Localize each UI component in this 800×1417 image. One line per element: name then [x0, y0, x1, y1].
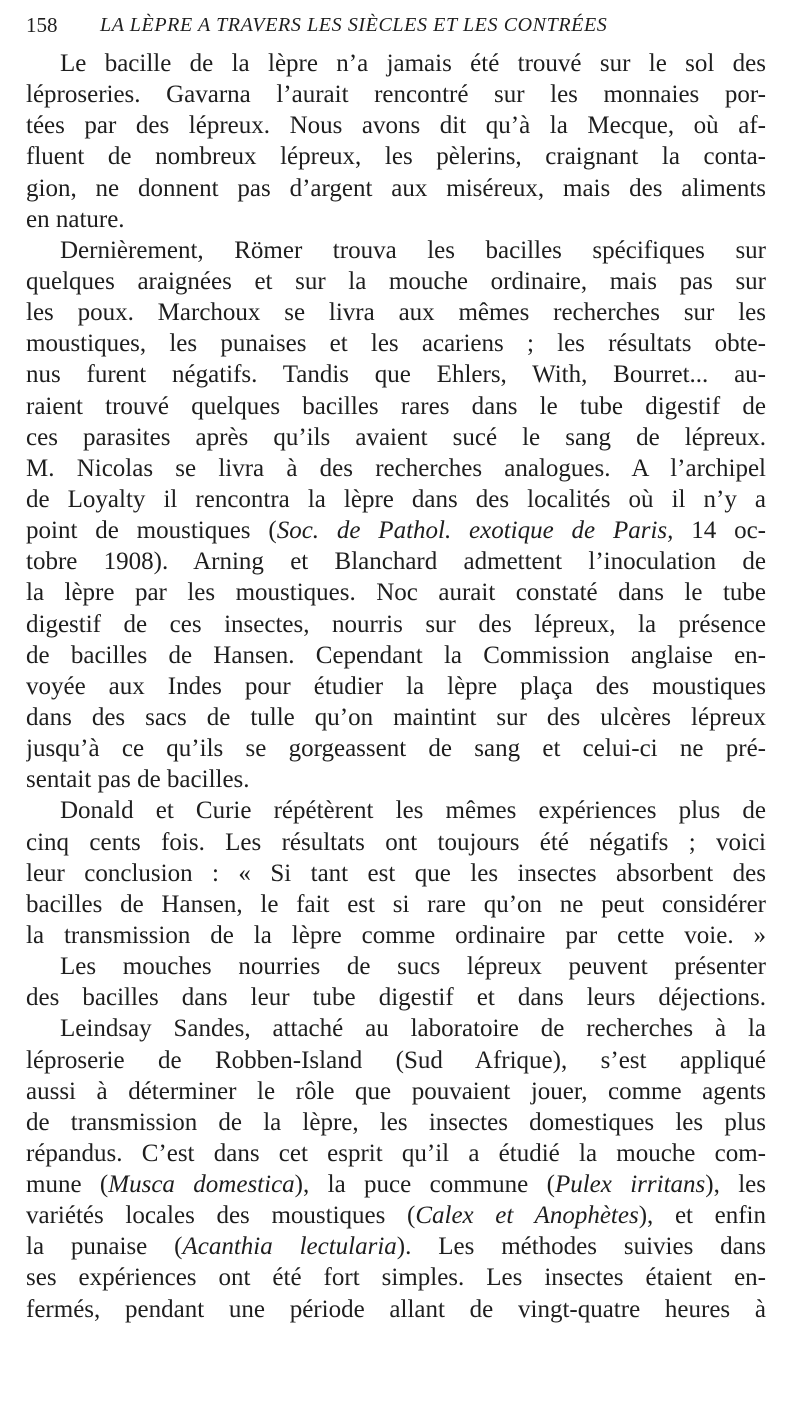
text-run: tobre 1908). Arning et Blanchard admettent l’inoculation de — [26, 548, 766, 576]
text-run: Le bacille de la lèpre n’a jamais été trouvé sur le sol des — [60, 50, 766, 77]
text-run: fluent de nombreux lépreux, les pèlerins, craignant la conta- — [26, 143, 766, 171]
text-line — [26, 204, 766, 235]
text-line — [26, 577, 766, 608]
text-run: léproseries. Gavarna l’aurait rencontré sur les monnaies por- — [26, 81, 766, 109]
text-run: voyée aux Indes pour étudier la lèpre plaça des moustiques — [26, 672, 766, 700]
text-line — [26, 1262, 766, 1293]
text-run: 14 oc- — [673, 517, 766, 545]
running-title: LA LÈPRE A TRAVERS LES SIÈCLES ET LES CONTRÉES — [100, 14, 608, 36]
text-line — [26, 235, 766, 266]
italic-text: Musca domestica — [108, 1171, 295, 1199]
text-run: mune ( — [26, 1171, 109, 1199]
text-run: tées par des lépreux. Nous avons dit qu’à la Mecque, où af- — [26, 112, 766, 140]
page-number: 158 — [26, 13, 58, 37]
text-line — [26, 982, 766, 1013]
text-run: nus furent négatifs. Tandis que Ehlers, With, Bourret... au- — [26, 361, 766, 389]
text-line — [26, 391, 766, 422]
text-line — [26, 297, 766, 328]
text-line — [26, 546, 766, 577]
text-line — [26, 1200, 766, 1231]
text-line — [26, 1076, 766, 1107]
text-line — [26, 640, 766, 671]
text-run: M. Nicolas se livra à des recherches analogues. A l’archipel — [26, 454, 766, 482]
text-run: la lèpre par les moustiques. Noc aurait constaté dans le tube — [26, 579, 766, 607]
text-line — [26, 453, 766, 484]
text-run: ), la puce commune ( — [294, 1171, 555, 1199]
text-line — [26, 858, 766, 889]
text-run: léproserie de Robben-Island (Sud Afrique), s’est appliqué — [26, 1046, 766, 1074]
text-line — [26, 795, 766, 826]
text-line — [26, 609, 766, 640]
text-line — [26, 1231, 766, 1262]
text-run: ), les — [705, 1171, 766, 1199]
text-run: Dernièrement, Römer trouva les bacilles spécifiques sur — [60, 236, 766, 264]
italic-text: Pulex irritans — [554, 1171, 706, 1199]
text-run: ). Les méthodes suivies dans — [396, 1233, 766, 1261]
text-run: de bacilles de Hansen. Cependant la Commission anglaise en- — [26, 641, 766, 669]
text-line — [26, 110, 766, 141]
text-line — [26, 764, 766, 795]
text-line — [26, 920, 766, 951]
text-line — [26, 827, 766, 858]
text-run: de transmission de la lèpre, les insectes domestiques les plus — [26, 1108, 766, 1136]
text-line — [26, 733, 766, 764]
text-run: aussi à déterminer le rôle que pouvaient jouer, comme agents — [26, 1077, 766, 1105]
text-line — [26, 141, 766, 172]
text-line — [26, 359, 766, 390]
text-run: dans des sacs de tulle qu’on maintint sur des ulcères lépreux — [26, 703, 766, 731]
text-run: en nature. — [26, 205, 125, 233]
text-line — [26, 671, 766, 702]
text-run: point de moustiques ( — [26, 517, 277, 545]
text-line — [26, 484, 766, 515]
text-run: quelques araignées et sur la mouche ordinaire, mais pas sur — [26, 267, 766, 295]
text-run: raient trouvé quelques bacilles rares dans le tube digestif de — [26, 392, 766, 420]
text-line — [26, 173, 766, 204]
text-run: répandus. C’est dans cet esprit qu’il a étudié la mouche com- — [26, 1139, 766, 1167]
italic-text: Soc. de Pathol. exotique de Paris, — [276, 517, 674, 545]
body-text — [26, 48, 766, 1325]
text-run: fermés, pendant une période allant de vingt-quatre heures à — [26, 1295, 766, 1323]
text-run: leur conclusion : « Si tant est que les insectes absorbent des — [26, 859, 766, 887]
text-line — [26, 1138, 766, 1169]
text-run: digestif de ces insectes, nourris sur des lépreux, la présence — [26, 610, 766, 638]
text-run: sentait pas de bacilles. — [26, 766, 250, 794]
text-line — [26, 515, 766, 546]
text-run: cinq cents fois. Les résultats ont toujours été négatifs ; voici — [26, 828, 766, 856]
text-line — [26, 1107, 766, 1138]
text-line — [26, 889, 766, 920]
text-run: ses expériences ont été fort simples. Les insectes étaient en- — [26, 1264, 766, 1292]
text-run: les poux. Marchoux se livra aux mêmes recherches sur les — [26, 299, 766, 327]
text-line — [26, 48, 766, 79]
text-line — [26, 1294, 766, 1325]
text-run: variétés locales des moustiques ( — [26, 1202, 416, 1230]
text-run: moustiques, les punaises et les acariens ; les résultats obte- — [26, 330, 766, 358]
text-line — [26, 702, 766, 733]
text-run: la transmission de la lèpre comme ordinaire par cette voie. » — [26, 921, 766, 949]
text-line — [26, 266, 766, 297]
text-run: Leindsay Sandes, attaché au laboratoire de recherches à la — [60, 1015, 766, 1043]
text-run: Les mouches nourries de sucs lépreux peuvent présenter — [60, 953, 766, 981]
text-line — [26, 422, 766, 453]
running-head — [26, 10, 776, 40]
text-line — [26, 79, 766, 110]
text-run: ), et enfin — [638, 1202, 766, 1230]
text-run: des bacilles dans leur tube digestif et dans leurs déjections. — [26, 984, 766, 1012]
italic-text: Acanthia lectularia — [182, 1233, 397, 1261]
text-run: bacilles de Hansen, le fait est si rare qu’on ne peut considérer — [26, 890, 766, 918]
text-run: de Loyalty il rencontra la lèpre dans des localités où il n’y a — [26, 485, 766, 513]
text-line — [26, 1013, 766, 1044]
text-run: Donald et Curie répétèrent les mêmes expériences plus de — [60, 797, 766, 825]
text-line — [26, 1169, 766, 1200]
italic-text: Calex et Anophètes — [415, 1202, 639, 1230]
text-line — [26, 1045, 766, 1076]
text-run: la punaise ( — [26, 1233, 183, 1261]
text-run: gion, ne donnent pas d’argent aux miséreux, mais des aliments — [26, 174, 766, 202]
text-run: ces parasites après qu’ils avaient sucé le sang de lépreux. — [26, 423, 766, 451]
text-run: jusqu’à ce qu’ils se gorgeassent de sang et celui-ci ne pré- — [26, 735, 766, 763]
text-line — [26, 951, 766, 982]
text-line — [26, 328, 766, 359]
